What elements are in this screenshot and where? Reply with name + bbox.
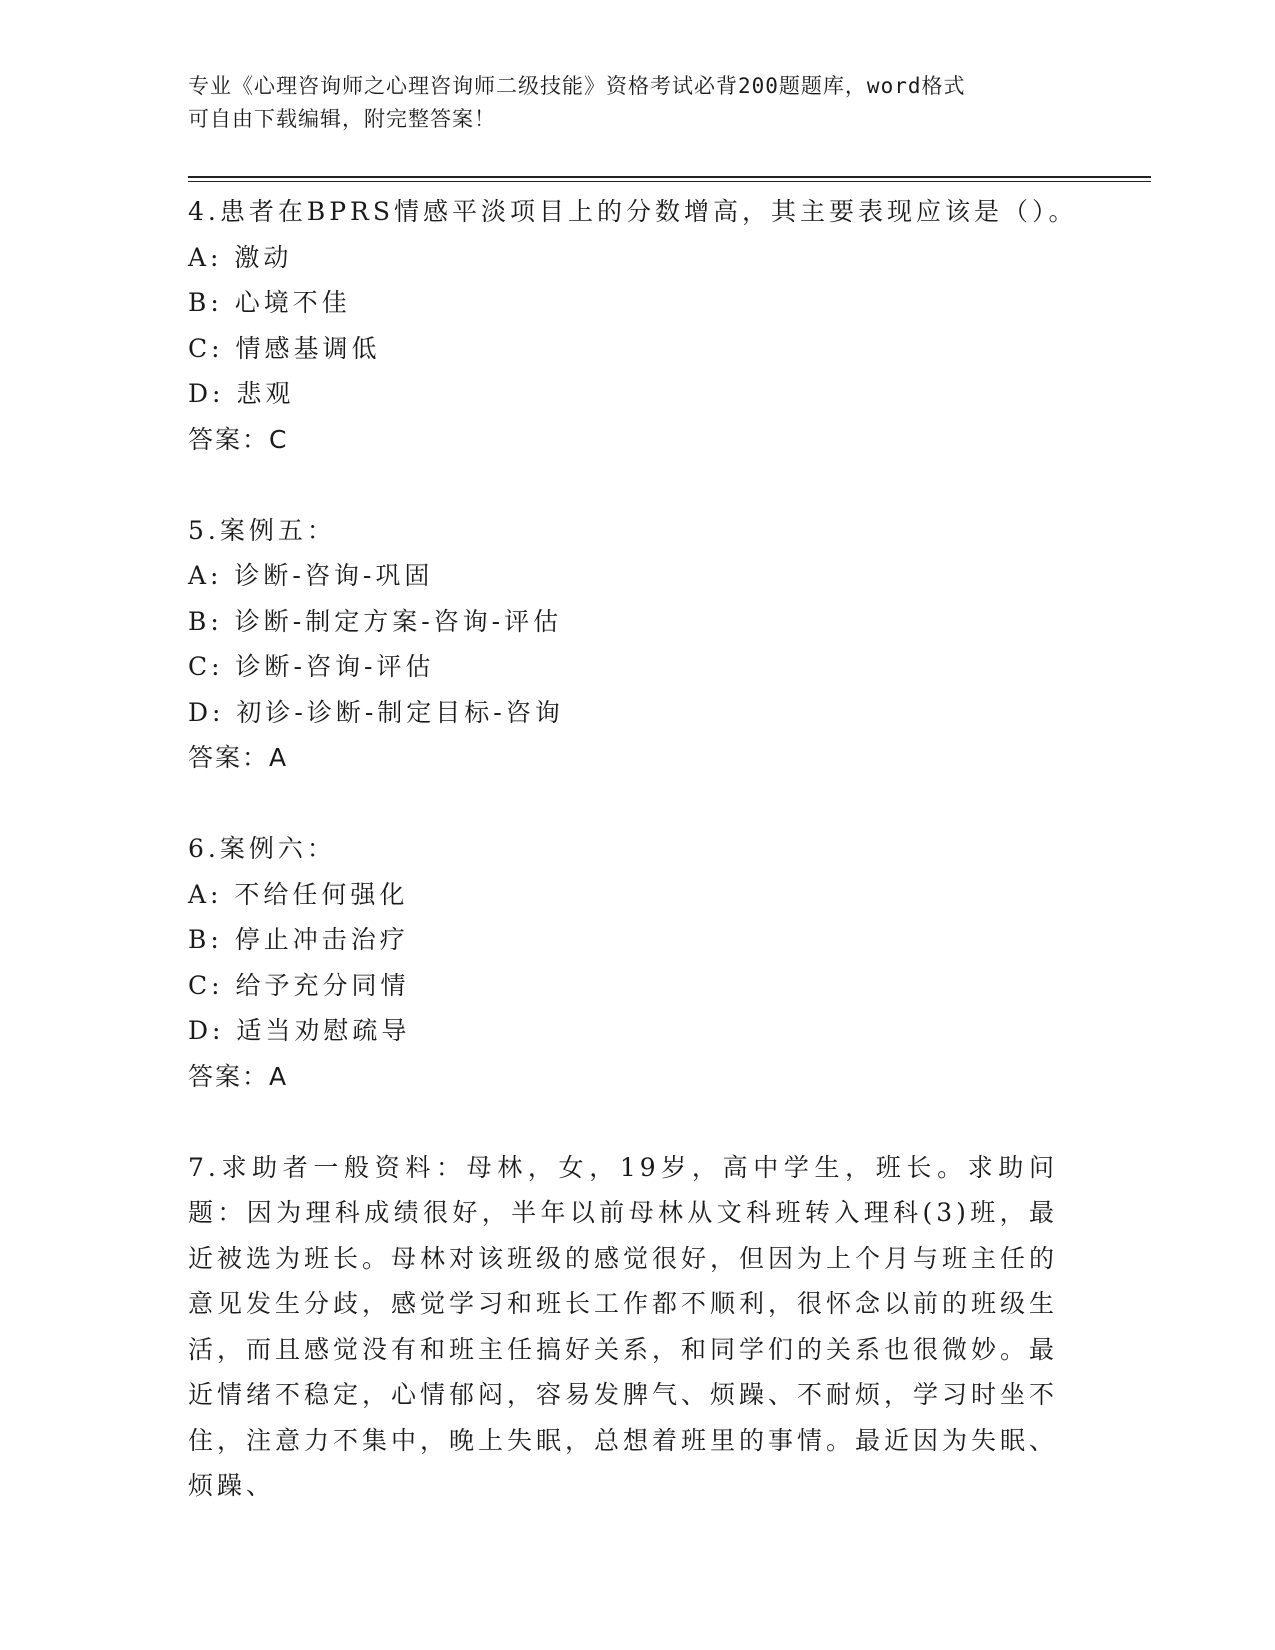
option-d: D: 适当劝慰疏导 [188,1016,411,1045]
question-stem: 5.案例五： [188,515,336,545]
question-7 [188,1145,1078,1509]
option-c: C: 给予充分同情 [188,970,410,1000]
option-b: B: 停止冲击治疗 [188,925,409,954]
question-4 [188,189,1078,462]
option-a: A: 诊断-咨询-巩固 [188,561,434,590]
option-d: D: 初诊-诊断-制定目标-咨询 [188,697,564,727]
spacer [188,781,1078,827]
spacer [188,1099,1078,1145]
header-divider [188,176,1151,182]
header-title-line-2: 可自由下载编辑，附完整答案！ [188,107,496,131]
question-stem: 6.案例六： [188,834,336,863]
option-b: B: 诊断-制定方案-咨询-评估 [188,606,563,636]
option-c: C: 情感基调低 [188,333,381,363]
option-b: B: 心境不佳 [188,288,351,317]
spacer [188,462,1078,508]
answer-label: 答案：C [188,424,289,454]
question-list [188,189,1078,1509]
option-d: D: 悲观 [188,379,295,408]
option-a: A: 不给任何强化 [188,879,409,909]
case-paragraph: 7.求助者一般资料：母林，女，19岁，高中学生，班长。求助问题：因为理科成绩很好，半年以前母林从文科班转入理科(3)班，最近被选为班长。母林对该班级的感觉很好，但因为上个月与班主任的意见发生分歧，感觉学习和班长工作都不顺利，很怀念以前的班级生活，而且感觉没有和班主任搞好关系，和同学们的关系也很微妙。最近情绪不稳定，心情郁闷，容易发脾气、烦躁、不耐烦，学习时坐不住，注意力不集中，晚上失眠，总想着班里的事情。最近因为失眠、烦躁、 [188,1152,1059,1500]
option-a: A: 激动 [188,242,293,272]
question-6 [188,826,1078,1099]
document-header [188,70,1088,136]
option-c: C: 诊断-咨询-评估 [188,652,435,681]
answer-label: 答案：A [188,743,289,772]
header-title-line-1: 专业《心理咨询师之心理咨询师二级技能》资格考试必背200题题库，word格式 [188,74,966,98]
answer-label: 答案：A [188,1061,289,1091]
question-stem: 4.患者在BPRS情感平淡项目上的分数增高，其主要表现应该是（）。 [188,197,1078,226]
question-5 [188,508,1078,781]
